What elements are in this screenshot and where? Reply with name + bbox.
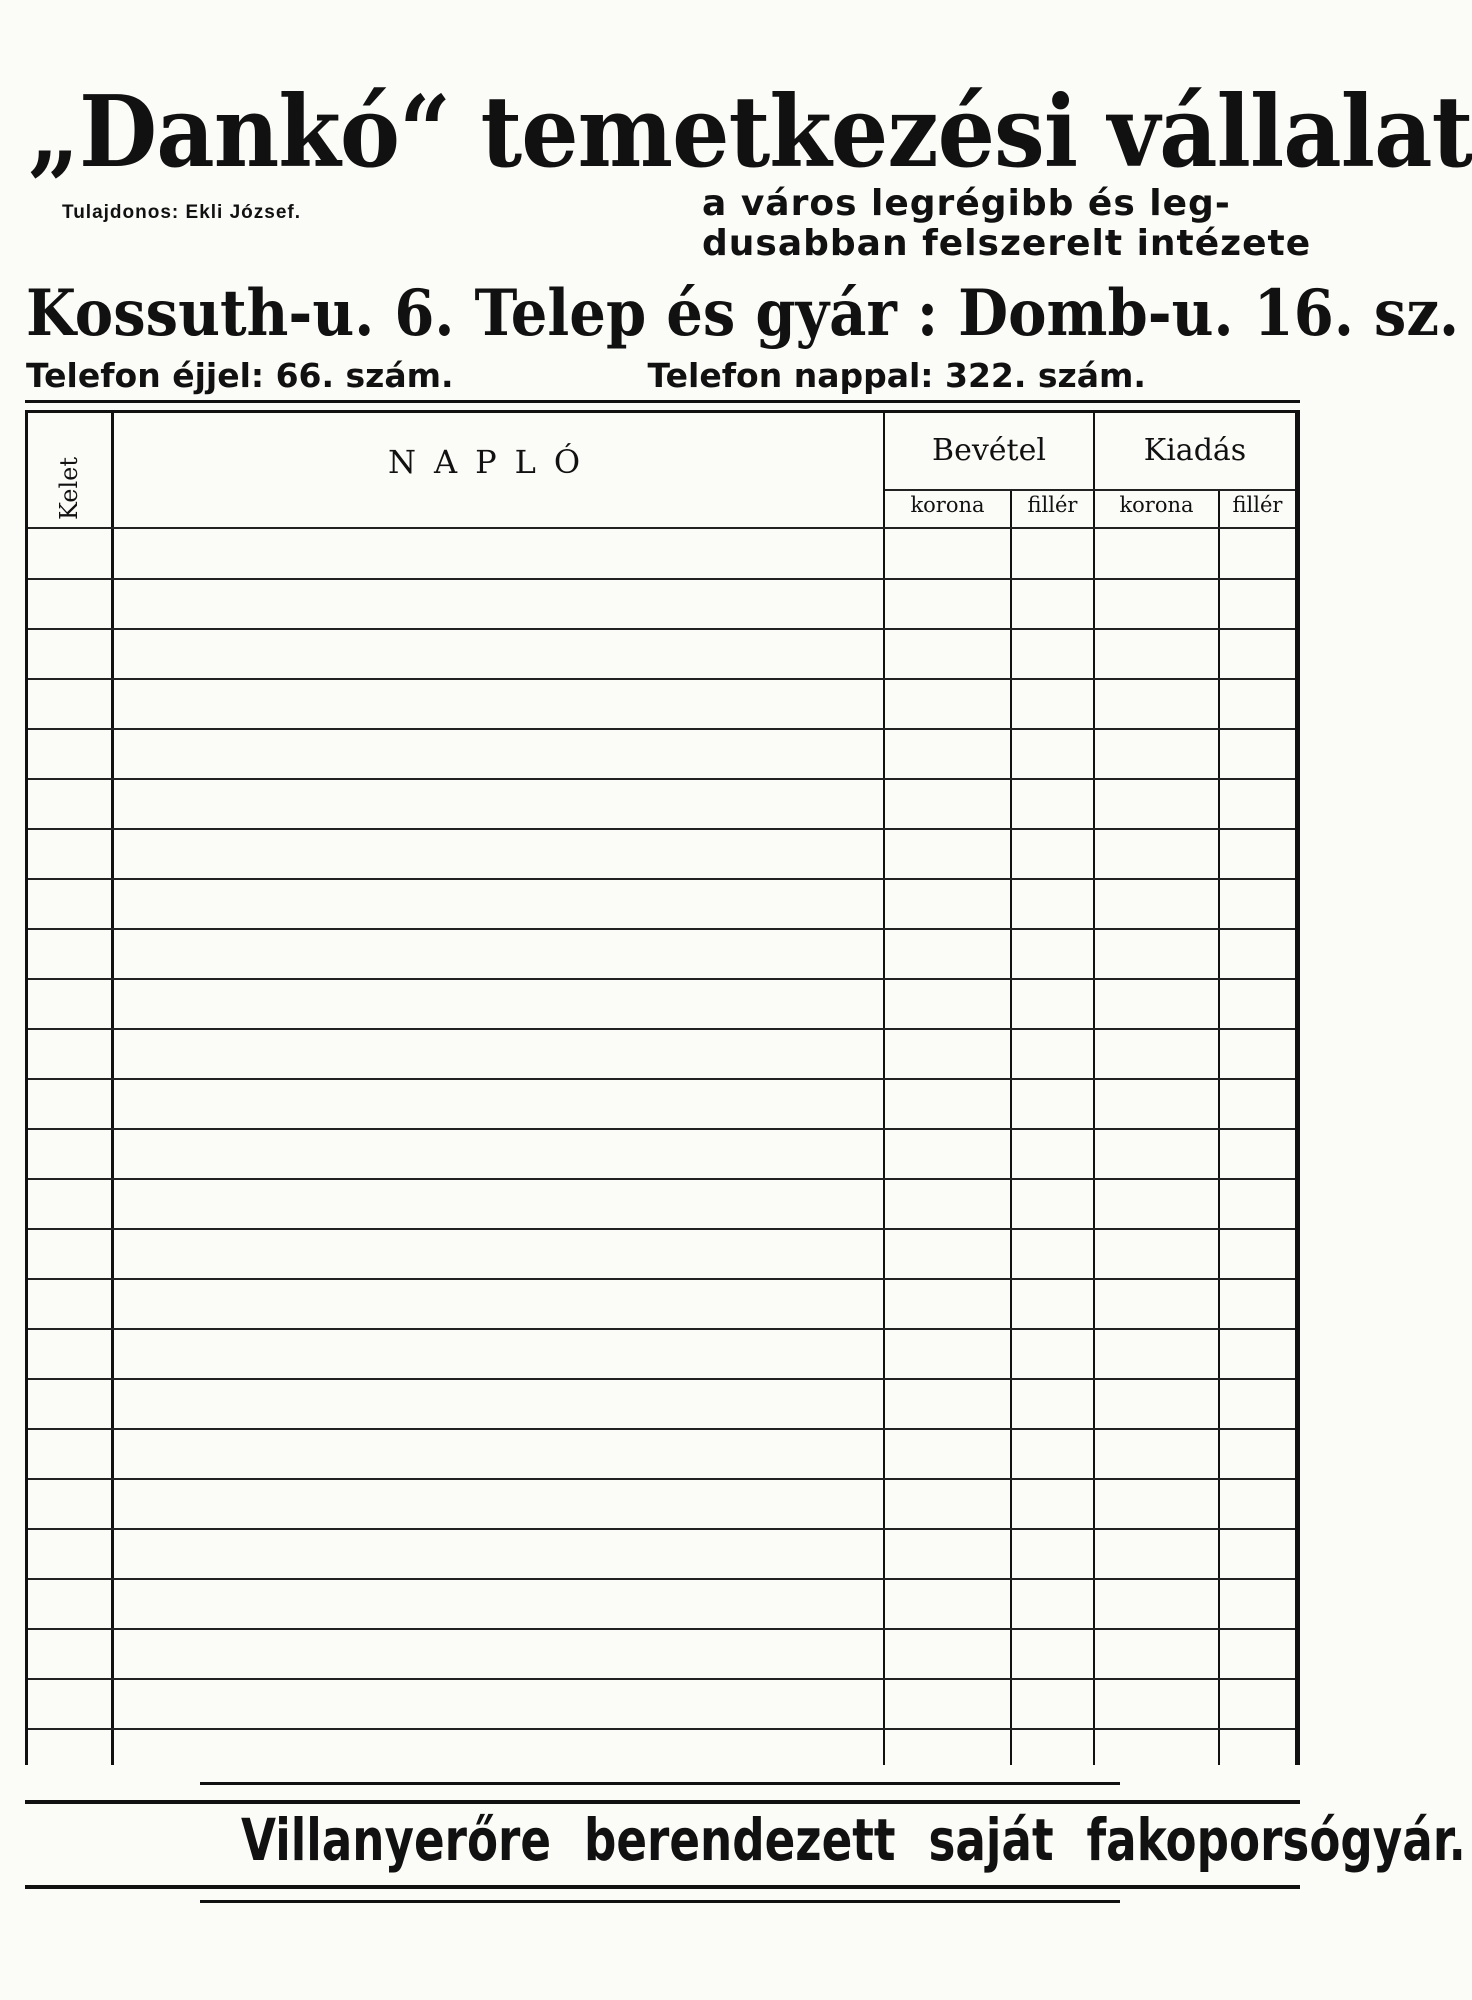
- header-bevetel-filler: fillér: [1027, 493, 1078, 517]
- ledger-row-line: [28, 978, 1295, 980]
- ledger-row-line: [28, 628, 1295, 630]
- phone-day: Telefon nappal: 322. szám.: [647, 356, 1146, 395]
- phone-night: Telefon éjjel: 66. szám.: [26, 356, 454, 395]
- ledger-row-line: [28, 1628, 1295, 1630]
- col-divider-journal: [883, 413, 885, 1765]
- ledger-row-line: [28, 1128, 1295, 1130]
- ledger-row-line: [28, 828, 1295, 830]
- ledger-row-line: [28, 1028, 1295, 1030]
- col-divider-date: [111, 413, 114, 1765]
- footer-rule-bottom: [25, 1885, 1300, 1889]
- owner-line: Tulajdonos: Ekli József.: [62, 202, 302, 223]
- tagline-line-1: a város legrégibb és leg-: [702, 183, 1231, 224]
- ledger-row-line: [28, 1578, 1295, 1580]
- ledger-row-line: [28, 878, 1295, 880]
- header-rule: [25, 400, 1300, 403]
- ledger-row-line: [28, 928, 1295, 930]
- header-sub-rule: [885, 489, 1295, 491]
- header-kiadas: Kiadás: [1143, 433, 1247, 468]
- footer-rule-short-top: [200, 1782, 1120, 1785]
- tagline: [702, 183, 1312, 264]
- ledger-row-line: [28, 1378, 1295, 1380]
- ledger-table: [25, 410, 1300, 1765]
- header-naplo: NAPLÓ: [388, 443, 599, 481]
- header-kiadas-filler: fillér: [1232, 493, 1283, 517]
- ledger-row-line: [28, 578, 1295, 580]
- ledger-row-line: [28, 1478, 1295, 1480]
- ledger-row-line: [28, 1328, 1295, 1330]
- ledger-row-line: [28, 728, 1295, 730]
- ledger-row-line: [28, 1228, 1295, 1230]
- company-title: „Dankó“ temetkezési vállalat: [28, 75, 1472, 190]
- address-line: Kossuth-u. 6. Telep és gyár : Domb-u. 16. sz.: [26, 276, 1460, 351]
- ledger-row-line: [28, 678, 1295, 680]
- ledger-row-line: [28, 778, 1295, 780]
- ledger-row-line: [28, 1528, 1295, 1530]
- ledger-row-line: [28, 1278, 1295, 1280]
- phone-line: [26, 356, 1306, 396]
- header-kelet: Kelet: [55, 456, 83, 520]
- header-bevetel: Bevétel: [932, 433, 1046, 468]
- tagline-line-2: dusabban felszerelt intézete: [702, 223, 1312, 264]
- footer-slogan: Villanyerőre berendezett saját fakoporsógyár.: [241, 1806, 1466, 1874]
- ledger-row-line: [28, 1728, 1295, 1730]
- header-kiadas-korona: korona: [1119, 493, 1194, 517]
- ledger-row-line: [28, 1178, 1295, 1180]
- header-bevetel-korona: korona: [910, 493, 985, 517]
- ledger-row-line: [28, 1078, 1295, 1080]
- col-divider-income: [1093, 413, 1095, 1765]
- ledger-row-line: [28, 1428, 1295, 1430]
- ledger-row-line: [28, 1678, 1295, 1680]
- footer-rule-short-bottom: [200, 1900, 1120, 1903]
- header-bottom-rule: [28, 527, 1295, 529]
